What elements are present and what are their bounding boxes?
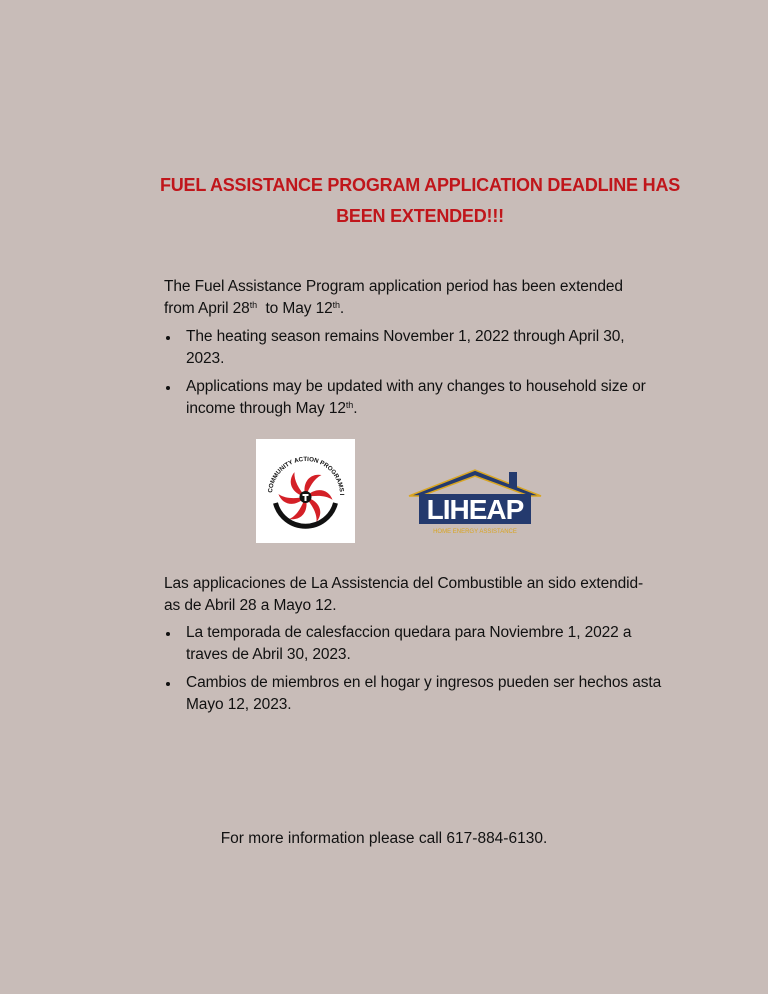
spanish-intro-line-1: Las applicaciones de La Assistencia del Combustible an sido extendid- [164,575,644,592]
spanish-bullet-1: La temporada de calesfaccion quedara para Noviembre 1, 2022 a traves de Abril 30, 2023. [164,622,664,666]
liheap-logo [405,466,545,538]
superscript: th [249,300,258,310]
spanish-bullet-list [164,622,664,722]
house-icon [405,466,545,538]
headline [120,170,720,232]
liheap-wordmark: LIHEAP [426,494,524,525]
spanish-intro-line-2: as de Abril 28 a Mayo 12. [164,597,337,614]
superscript: th [345,400,354,410]
english-bullet-1: The heating season remains November 1, 2022 through April 30, 2023. [164,326,664,370]
period: . [353,400,358,417]
liheap-subtitle: HOME ENERGY ASSISTANCE [433,529,517,535]
svg-text:COMMUNITY ACTION PROGRAMS INTE [256,439,345,496]
english-intro [164,276,664,320]
english-bullet-2 [164,376,664,420]
english-bullet-2-text: Applications may be updated with any changes to household size or income through May 12 [186,378,646,417]
superscript: th [332,300,340,310]
contact-info: For more information please call 617-884-6130. [220,830,548,847]
english-bullet-list [164,326,664,426]
capic-logo-icon [256,439,355,543]
capic-arc-text: COMMUNITY ACTION PROGRAMS I [267,455,346,496]
english-intro-line-1: The Fuel Assistance Program application period has been extended [164,278,623,295]
spanish-bullet-2: Cambios de miembros en el hogar y ingresos pueden ser hechos asta Mayo 12, 2023. [164,672,664,716]
headline-line-2: BEEN EXTENDED!!! [336,206,504,226]
english-intro-from: from April 28 [164,300,250,317]
capic-logo [256,439,355,543]
english-intro-to: to May 12 [257,300,333,317]
english-intro-line-2 [164,298,664,320]
period: . [339,300,345,317]
headline-line-1: FUEL ASSISTANCE PROGRAM APPLICATION DEADLINE HAS [159,175,681,195]
spanish-intro [164,573,664,617]
